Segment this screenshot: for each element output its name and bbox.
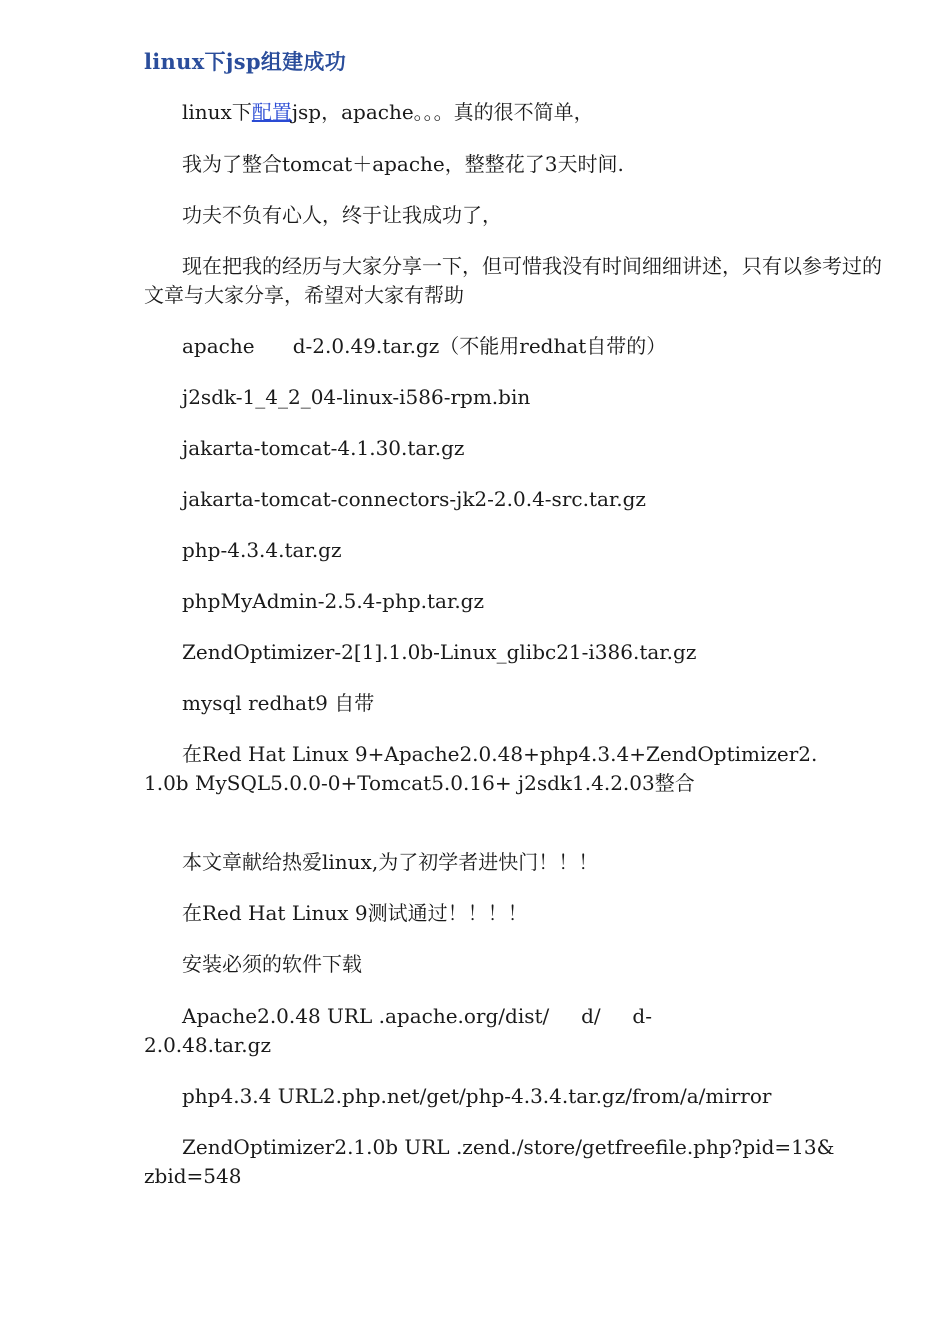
paragraph-8: php-4.3.4.tar.gz: [182, 538, 342, 562]
config-link[interactable]: 配置: [251, 100, 292, 124]
paragraph-17: php4.3.4 URL2.php.net/get/php-4.3.4.tar.gz/from/a/mirror: [182, 1084, 772, 1108]
paragraph-13: 本文章献给热爱linux,为了初学者进快门！！！: [182, 850, 599, 874]
paragraph-11: mysql redhat9 自带: [182, 691, 375, 715]
paragraph-7: jakarta-tomcat-connectors-jk2-2.0.4-src.tar.gz: [182, 487, 646, 511]
paragraph-6: jakarta-tomcat-4.1.30.tar.gz: [182, 436, 465, 460]
paragraph-16: Apache2.0.48 URL .apache.org/dist/ d/ d-2.0.48.tar.gz: [144, 1004, 652, 1057]
paragraph-12: 在Red Hat Linux 9+Apache2.0.48+php4.3.4+ZendOptimizer2.1.0b MySQL5.0.0-0+Tomcat5.0.16+ j2sdk1.4.2.03整合: [144, 742, 818, 795]
intro-text-before: linux下: [182, 100, 252, 124]
paragraph-2: 功夫不负有心人，终于让我成功了，: [182, 203, 502, 227]
paragraph-5: j2sdk-1_4_2_04-linux-i586-rpm.bin: [182, 385, 531, 409]
paragraph-10: ZendOptimizer-2[1].1.0b-Linux_glibc21-i386.tar.gz: [182, 640, 697, 664]
page-title: linux下jsp组建成功: [144, 49, 347, 74]
paragraph-4: apache d-2.0.49.tar.gz（不能用redhat自带的）: [182, 334, 667, 358]
paragraph-1: 我为了整合tomcat＋apache，整整花了3天时间.: [182, 152, 624, 176]
intro-paragraph: [144, 98, 884, 127]
paragraph-9: phpMyAdmin-2.5.4-php.tar.gz: [182, 589, 485, 613]
paragraph-14: 在Red Hat Linux 9测试通过！！！！: [182, 901, 528, 925]
intro-text-after: jsp，apache。。。真的很不简单，: [291, 100, 594, 124]
paragraph-3: 现在把我的经历与大家分享一下，但可惜我没有时间细细讲述，只有以参考过的文章与大家分享，希望对大家有帮助: [144, 254, 882, 307]
paragraph-15: 安装必须的软件下载: [182, 952, 362, 976]
paragraph-18: ZendOptimizer2.1.0b URL .zend./store/getfreefile.php?pid=13&zbid=548: [144, 1135, 835, 1188]
